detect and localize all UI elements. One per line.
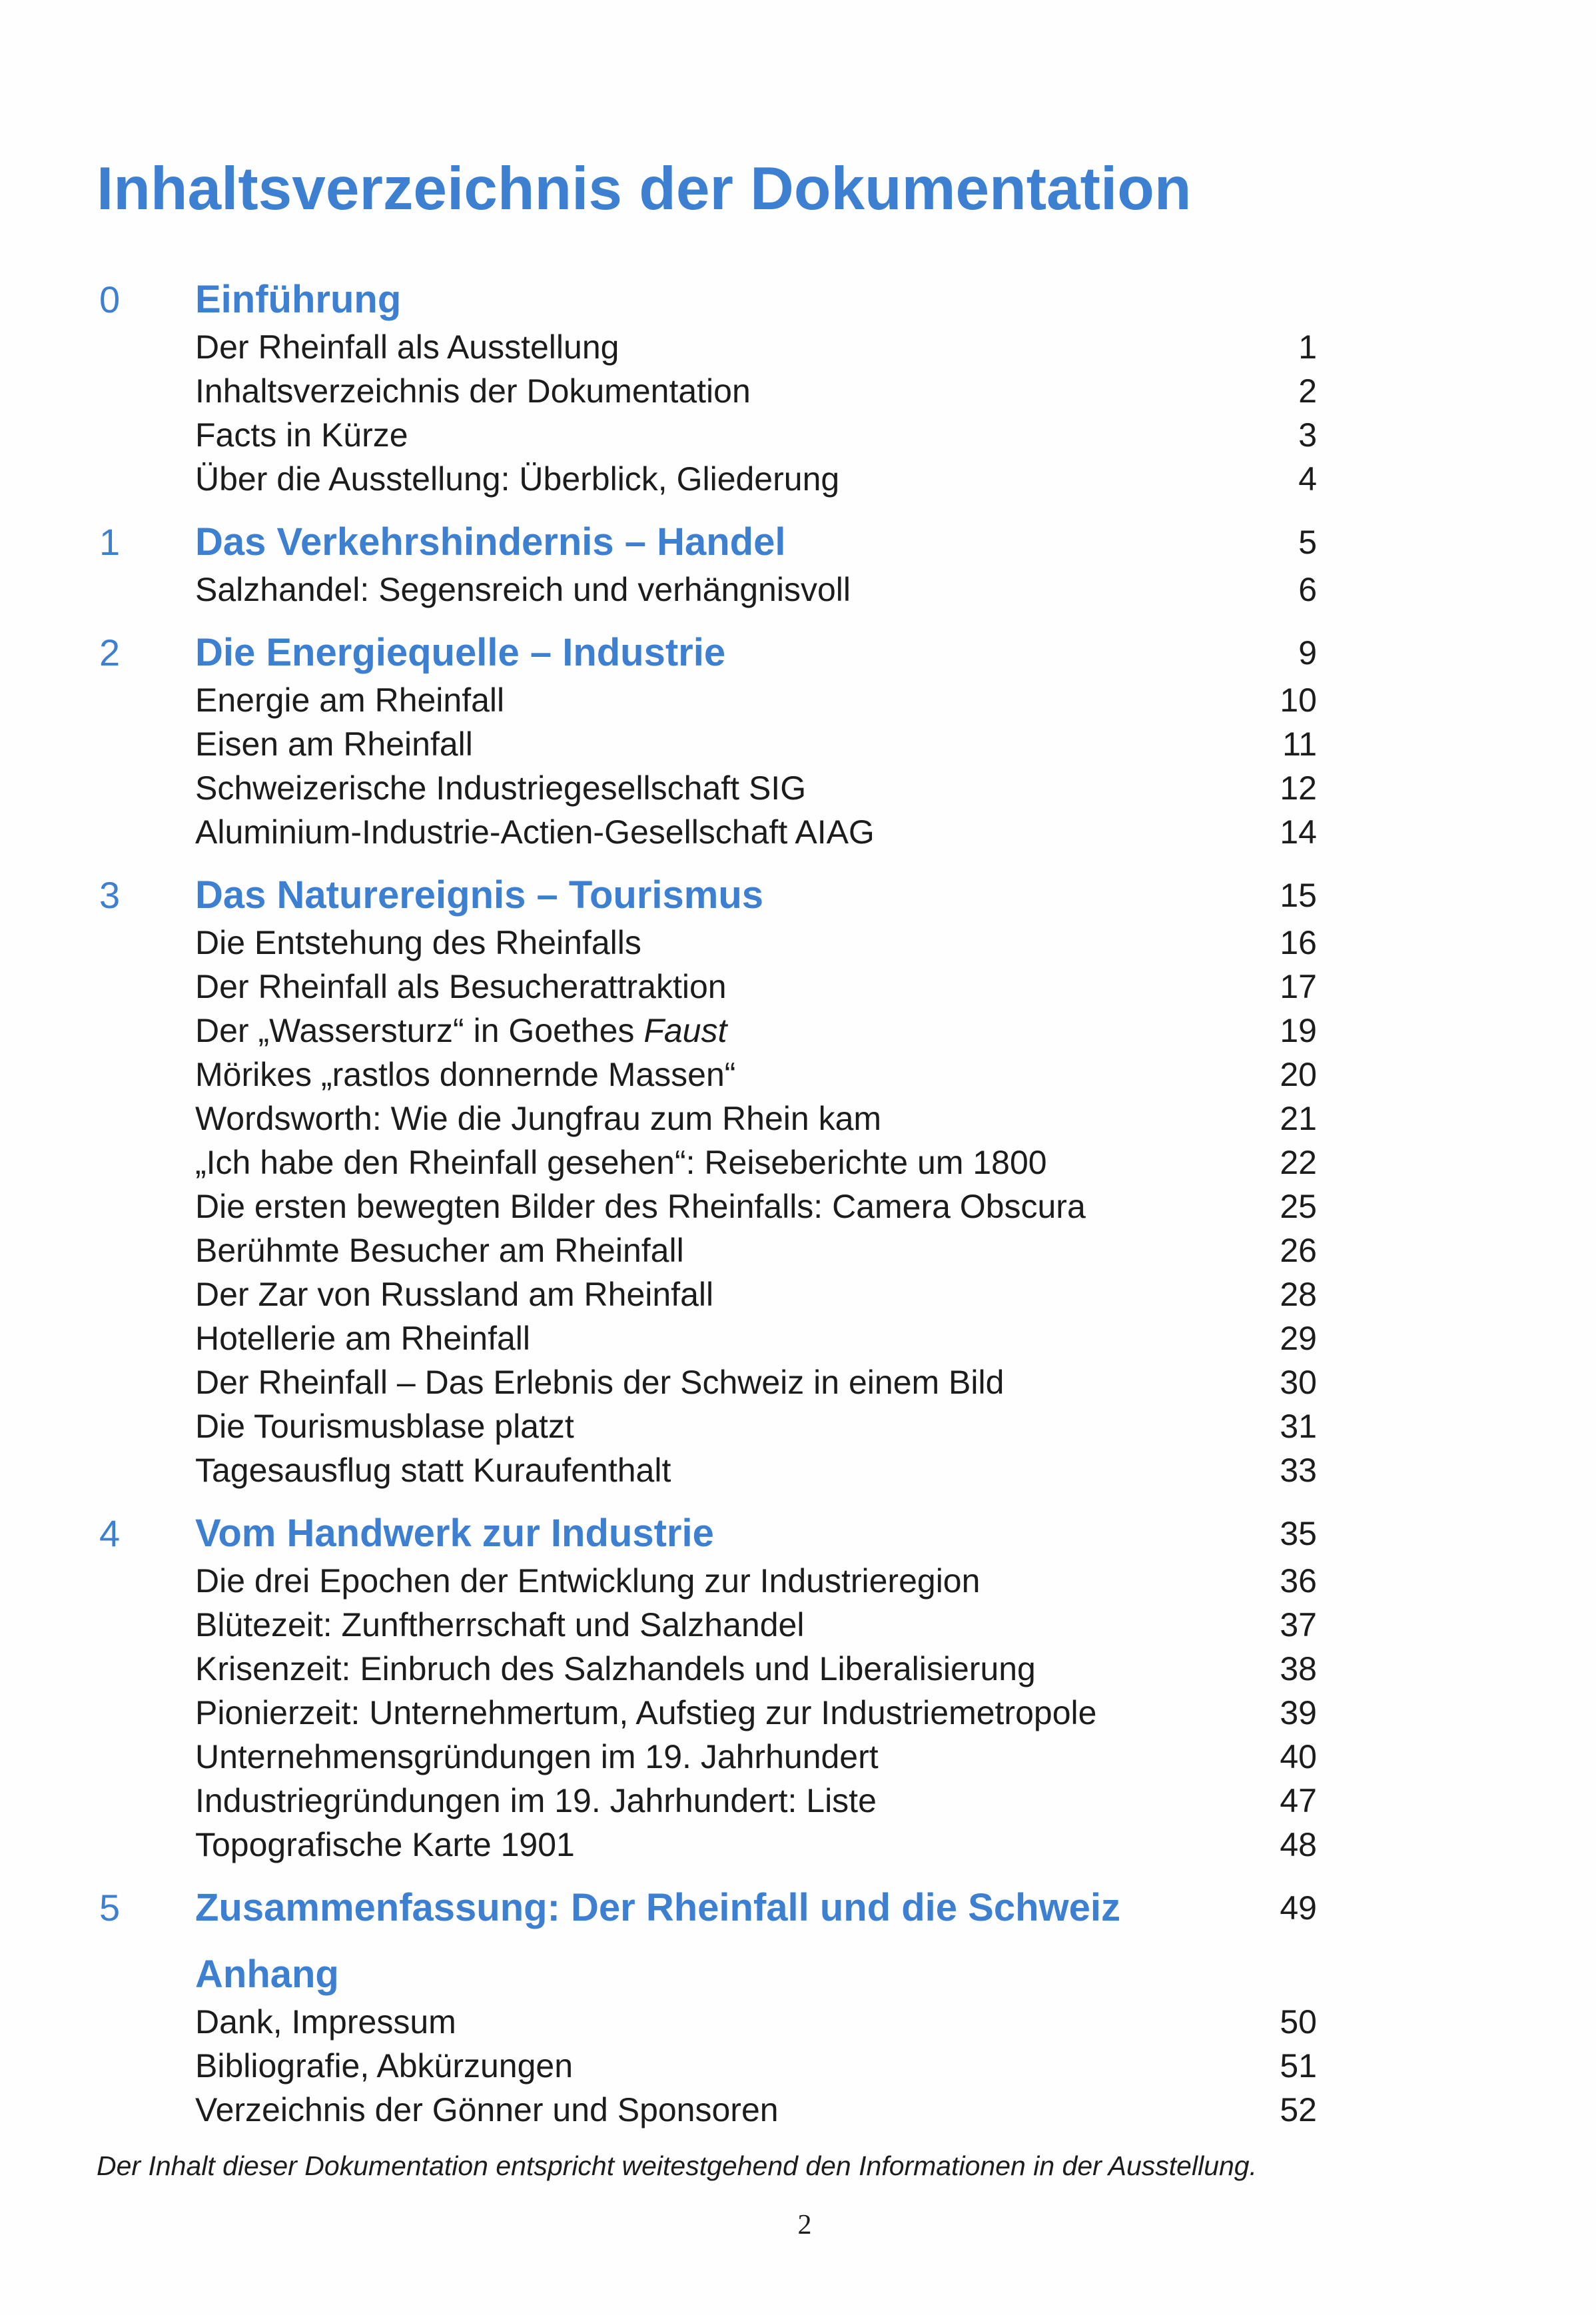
toc-entry <box>99 1360 1317 1404</box>
entry-page-number: 12 <box>1280 769 1317 807</box>
section-heading-row <box>99 1883 1317 1933</box>
toc-entry <box>99 1448 1317 1492</box>
section-page-number: 15 <box>1280 877 1317 914</box>
entry-title-text: Topografische Karte 1901 <box>195 1826 575 1863</box>
toc-entry <box>99 766 1317 810</box>
entry-title <box>195 965 1210 1009</box>
toc-entry <box>99 1228 1317 1272</box>
entry-title-text: Dank, Impressum <box>195 2003 456 2041</box>
toc-entry <box>99 1141 1317 1184</box>
section-heading: Das Verkehrshindernis – Handel <box>195 520 786 564</box>
entry-title <box>195 413 1210 457</box>
toc-entry <box>99 1097 1317 1141</box>
toc-entry <box>99 2044 1317 2088</box>
entry-page-number: 39 <box>1280 1694 1317 1731</box>
toc-section <box>99 517 1317 612</box>
entry-title-text: Pionierzeit: Unternehmertum, Aufstieg zur Industriemetropole <box>195 1694 1097 1731</box>
entry-page-number: 1 <box>1298 328 1317 366</box>
table-of-contents <box>99 274 1317 2132</box>
entry-title-text: Wordsworth: Wie die Jungfrau zum Rhein kam <box>195 1100 882 1137</box>
toc-section <box>99 1949 1317 2132</box>
entry-page-number: 31 <box>1280 1408 1317 1445</box>
entry-title-text: Mörikes „rastlos donnernde Massen“ <box>195 1056 736 1093</box>
section-heading-row <box>99 1508 1317 1559</box>
section-number: 2 <box>99 632 121 674</box>
entry-title-text: Unternehmensgründungen im 19. Jahrhundert <box>195 1738 879 1775</box>
entry-page-number: 20 <box>1280 1056 1317 1093</box>
entry-title <box>195 2044 1210 2088</box>
entry-page-number: 50 <box>1280 2003 1317 2041</box>
section-heading: Zusammenfassung: Der Rheinfall und die Schweiz <box>195 1886 1121 1929</box>
entry-title <box>195 1141 1210 1184</box>
toc-section <box>99 1883 1317 1933</box>
section-heading-row <box>99 274 1317 325</box>
toc-entry <box>99 1647 1317 1691</box>
section-heading-row <box>99 517 1317 568</box>
entry-title-text: Die drei Epochen der Entwicklung zur Industrieregion <box>195 1562 981 1600</box>
toc-entry <box>99 2000 1317 2044</box>
footnote: Der Inhalt dieser Dokumentation entspricht weitestgehend den Informationen in der Ausstellung. <box>97 2150 1257 2181</box>
toc-entry <box>99 325 1317 369</box>
entry-title <box>195 810 1210 854</box>
toc-entry <box>99 568 1317 612</box>
entry-page-number: 38 <box>1280 1650 1317 1687</box>
entry-page-number: 3 <box>1298 416 1317 454</box>
toc-entry <box>99 1559 1317 1603</box>
section-page-number: 5 <box>1298 524 1317 561</box>
section-number: 0 <box>99 278 121 320</box>
entry-title <box>195 1404 1210 1448</box>
toc-entry <box>99 678 1317 722</box>
entry-page-number: 21 <box>1280 1100 1317 1137</box>
entry-page-number: 6 <box>1298 571 1317 608</box>
entry-title <box>195 1735 1210 1779</box>
entry-page-number: 40 <box>1280 1738 1317 1775</box>
toc-entry <box>99 1184 1317 1228</box>
section-number: 1 <box>99 521 121 563</box>
entry-title <box>195 2000 1210 2044</box>
entry-title-text: Schweizerische Industriegesellschaft SIG <box>195 769 807 807</box>
entry-title <box>195 325 1210 369</box>
toc-section <box>99 870 1317 1492</box>
section-number: 4 <box>99 1512 121 1554</box>
entry-title-text: Über die Ausstellung: Überblick, Gliederung <box>195 460 840 498</box>
entry-page-number: 52 <box>1280 2091 1317 2128</box>
entry-page-number: 26 <box>1280 1232 1317 1269</box>
toc-entry <box>99 921 1317 965</box>
entry-title-text: Der Zar von Russland am Rheinfall <box>195 1276 714 1313</box>
entry-title-text: Industriegründungen im 19. Jahrhundert: Liste <box>195 1782 877 1819</box>
entry-title-text: Der Rheinfall als Ausstellung <box>195 328 619 366</box>
entry-title <box>195 1448 1210 1492</box>
entry-title-text: Tagesausflug statt Kuraufenthalt <box>195 1452 671 1489</box>
toc-entry <box>99 1316 1317 1360</box>
section-number: 3 <box>99 874 121 916</box>
entry-title <box>195 766 1210 810</box>
entry-title <box>195 2088 1210 2132</box>
entry-title <box>195 369 1210 413</box>
entry-title <box>195 1053 1210 1097</box>
toc-entry <box>99 1691 1317 1735</box>
entry-page-number: 17 <box>1280 968 1317 1005</box>
entry-title-text: Krisenzeit: Einbruch des Salzhandels und Liberalisierung <box>195 1650 1036 1687</box>
entry-title-text: Berühmte Besucher am Rheinfall <box>195 1232 684 1269</box>
toc-entry <box>99 1823 1317 1867</box>
entry-title-text: Aluminium-Industrie-Actien-Gesellschaft AIAG <box>195 813 875 851</box>
entry-title-text: Hotellerie am Rheinfall <box>195 1320 531 1357</box>
entry-page-number: 11 <box>1282 725 1317 763</box>
section-heading-row <box>99 1949 1317 2000</box>
section-heading: Anhang <box>195 1953 339 1996</box>
toc-entry <box>99 1735 1317 1779</box>
entry-title <box>195 1184 1210 1228</box>
section-number: 5 <box>99 1887 121 1929</box>
entry-title-text: Energie am Rheinfall <box>195 682 505 719</box>
section-heading: Einführung <box>195 278 402 321</box>
entry-title <box>195 722 1210 766</box>
section-heading: Das Naturereignis – Tourismus <box>195 873 764 917</box>
toc-entry <box>99 722 1317 766</box>
toc-section <box>99 1508 1317 1867</box>
entry-title <box>195 457 1210 501</box>
entry-title <box>195 1228 1210 1272</box>
toc-entry <box>99 1009 1317 1053</box>
entry-title <box>195 1272 1210 1316</box>
entry-title-text: Der „Wassersturz“ in Goethes <box>195 1012 635 1049</box>
entry-title <box>195 1009 1210 1053</box>
section-heading-row <box>99 628 1317 678</box>
document-title: Inhaltsverzeichnis der Dokumentation <box>97 155 1192 223</box>
entry-title-text: Verzeichnis der Gönner und Sponsoren <box>195 2091 779 2128</box>
entry-page-number: 22 <box>1280 1144 1317 1181</box>
toc-entry <box>99 1272 1317 1316</box>
entry-title-text: Salzhandel: Segensreich und verhängnisvoll <box>195 571 851 608</box>
entry-page-number: 47 <box>1280 1782 1317 1819</box>
entry-title-text: Facts in Kürze <box>195 416 408 454</box>
entry-title <box>195 1316 1210 1360</box>
entry-page-number: 30 <box>1280 1364 1317 1401</box>
entry-page-number: 36 <box>1280 1562 1317 1600</box>
entry-title-text: Der Rheinfall als Besucherattraktion <box>195 968 727 1005</box>
toc-entry <box>99 1603 1317 1647</box>
entry-title <box>195 1779 1210 1823</box>
section-heading: Vom Handwerk zur Industrie <box>195 1512 714 1555</box>
entry-page-number: 28 <box>1280 1276 1317 1313</box>
entry-page-number: 14 <box>1280 813 1317 851</box>
entry-title-text: Die ersten bewegten Bilder des Rheinfalls: Camera Obscura <box>195 1188 1086 1225</box>
entry-title <box>195 1559 1210 1603</box>
entry-page-number: 33 <box>1280 1452 1317 1489</box>
toc-entry <box>99 413 1317 457</box>
toc-entry <box>99 810 1317 854</box>
entry-title-text: Die Entstehung des Rheinfalls <box>195 924 641 961</box>
toc-entry <box>99 369 1317 413</box>
entry-title-text: Die Tourismusblase platzt <box>195 1408 574 1445</box>
entry-title-text: Blütezeit: Zunftherrschaft und Salzhandel <box>195 1606 805 1643</box>
entry-page-number: 51 <box>1280 2047 1317 2084</box>
entry-page-number: 16 <box>1280 924 1317 961</box>
entry-title <box>195 921 1210 965</box>
toc-entry <box>99 1053 1317 1097</box>
toc-section <box>99 628 1317 854</box>
entry-title-text: Der Rheinfall – Das Erlebnis der Schweiz in einem Bild <box>195 1364 1004 1401</box>
toc-entry <box>99 965 1317 1009</box>
entry-title <box>195 568 1210 612</box>
entry-title-text: Eisen am Rheinfall <box>195 725 473 763</box>
entry-title <box>195 1360 1210 1404</box>
entry-title <box>195 1603 1210 1647</box>
entry-title <box>195 1097 1210 1141</box>
section-page-number: 49 <box>1280 1889 1317 1927</box>
toc-section <box>99 274 1317 501</box>
entry-title-text: Bibliografie, Abkürzungen <box>195 2047 574 2084</box>
entry-page-number: 19 <box>1280 1012 1317 1049</box>
toc-entry <box>99 1404 1317 1448</box>
toc-entry <box>99 457 1317 501</box>
toc-entry <box>99 2088 1317 2132</box>
entry-page-number: 25 <box>1280 1188 1317 1225</box>
entry-title-italic: Faust <box>643 1012 727 1049</box>
entry-title-text: Inhaltsverzeichnis der Dokumentation <box>195 372 751 410</box>
entry-page-number: 48 <box>1280 1826 1317 1863</box>
entry-title <box>195 1691 1210 1735</box>
entry-page-number: 10 <box>1280 682 1317 719</box>
section-heading-row <box>99 870 1317 921</box>
entry-page-number: 37 <box>1280 1606 1317 1643</box>
entry-title <box>195 1647 1210 1691</box>
entry-title <box>195 1823 1210 1867</box>
page-number: 2 <box>797 2210 812 2240</box>
toc-entry <box>99 1779 1317 1823</box>
section-page-number: 35 <box>1280 1515 1317 1552</box>
entry-title <box>195 678 1210 722</box>
section-page-number: 9 <box>1298 634 1317 672</box>
entry-title-text: „Ich habe den Rheinfall gesehen“: Reiseberichte um 1800 <box>195 1144 1047 1181</box>
section-heading: Die Energiequelle – Industrie <box>195 631 726 674</box>
entry-page-number: 2 <box>1298 372 1317 410</box>
entry-page-number: 4 <box>1298 460 1317 498</box>
entry-page-number: 29 <box>1280 1320 1317 1357</box>
